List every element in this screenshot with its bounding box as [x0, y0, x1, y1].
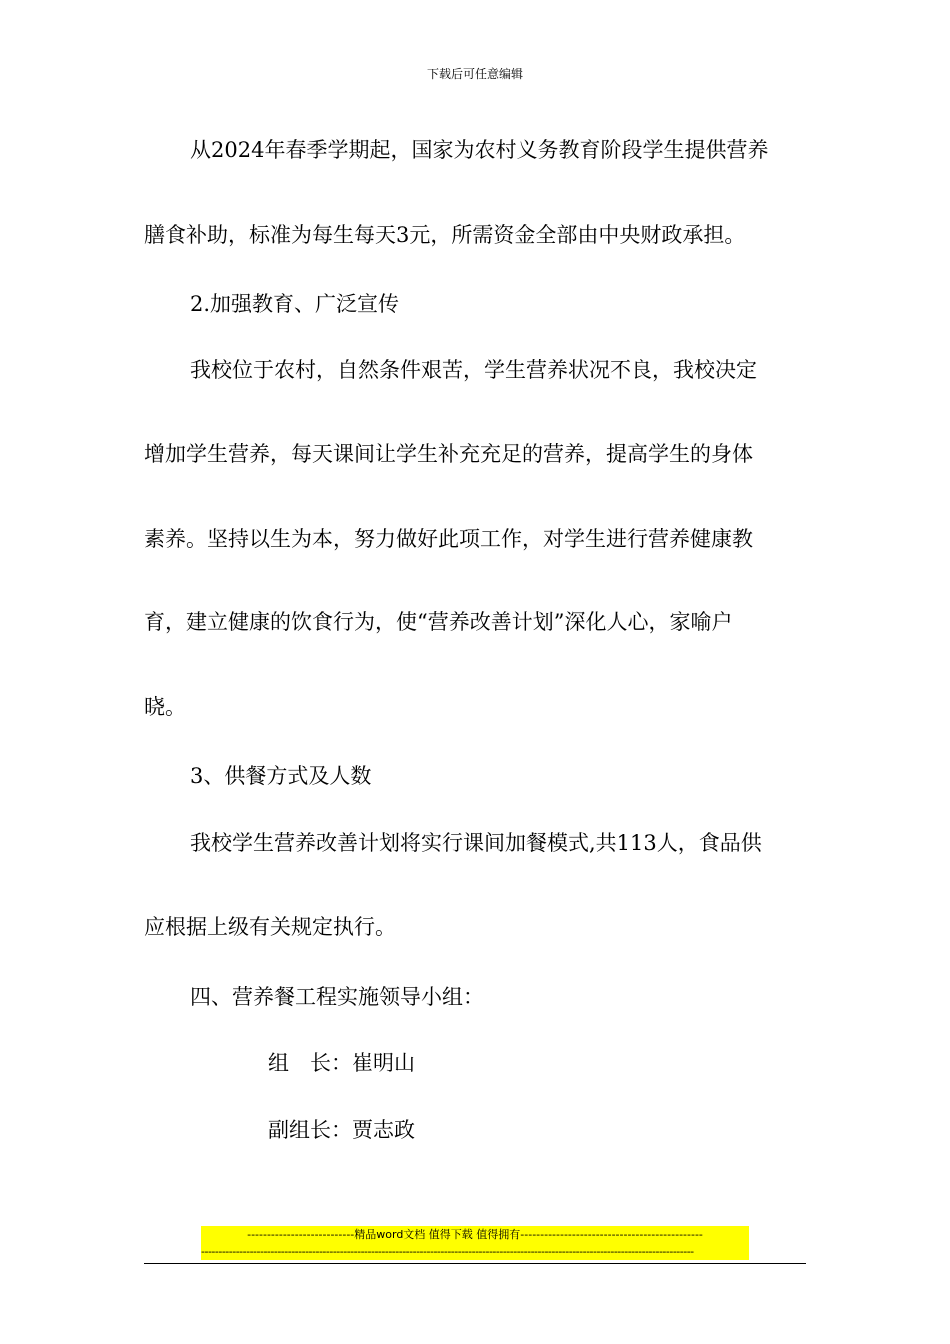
paragraph-line: 从2024年春季学期起，国家为农村义务教育阶段学生提供营养 — [190, 138, 769, 162]
deputy-leader-line: 副组长：贾志政 — [268, 1118, 415, 1142]
paragraph-line: 膳食补助，标准为每生每天3元，所需资金全部由中央财政承担。 — [144, 223, 746, 247]
paragraph-line: 晓。 — [144, 695, 186, 719]
group-leader-line: 组 长：崔明山 — [268, 1051, 415, 1075]
footer-banner-row: ---------------------------------------------------------------------------------------------------------------------------------------------- — [201, 1245, 694, 1258]
paragraph-line: 应根据上级有关规定执行。 — [144, 915, 396, 939]
footer-banner-row: ---------------------------精品word文档 值得下载 值得拥有---------------------------------------------- — [247, 1228, 703, 1241]
footer-banner — [201, 1226, 749, 1260]
paragraph-line: 育，建立健康的饮食行为，使“营养改善计划”深化人心，家喻户 — [144, 610, 733, 634]
paragraph-line: 增加学生营养，每天课间让学生补充充足的营养，提高学生的身体 — [144, 442, 753, 466]
paragraph-line: 素养。坚持以生为本，努力做好此项工作，对学生进行营养健康教 — [144, 527, 753, 551]
footer-divider — [144, 1263, 806, 1264]
section-heading: 2.加强教育、广泛宣传 — [190, 292, 400, 316]
header-note: 下载后可任意编辑 — [426, 67, 523, 81]
section-heading: 四、营养餐工程实施领导小组： — [190, 985, 484, 1009]
section-heading: 3、供餐方式及人数 — [190, 764, 372, 788]
paragraph-line: 我校位于农村，自然条件艰苦，学生营养状况不良，我校决定 — [190, 358, 757, 382]
paragraph-line: 我校学生营养改善计划将实行课间加餐模式,共113人，食品供 — [190, 831, 762, 855]
